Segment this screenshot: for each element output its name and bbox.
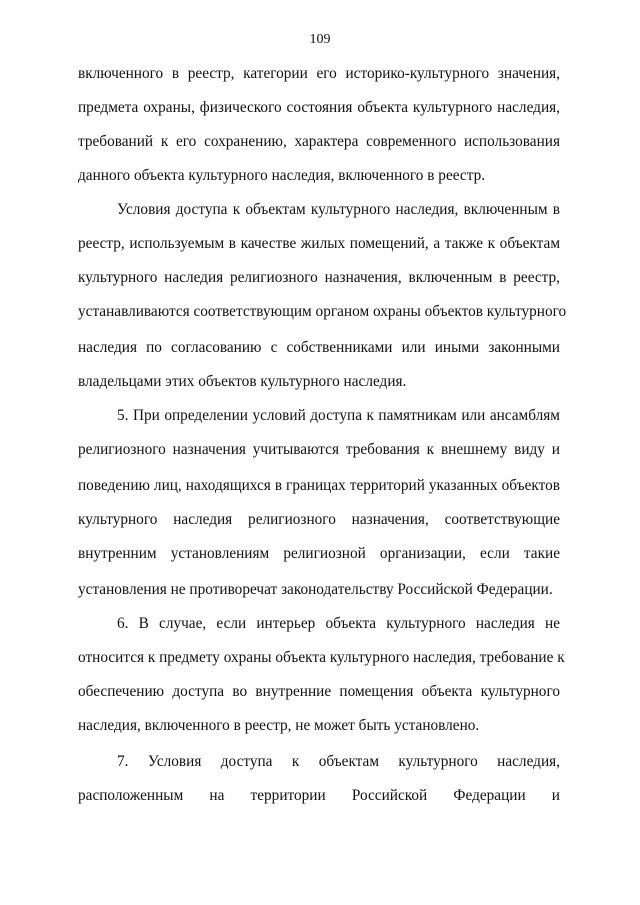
text-line: требований к его сохранению, характера современного использования xyxy=(78,133,560,150)
text-line: Условия доступа к объектам культурного наследия, включенным в xyxy=(117,201,560,218)
text-line: религиозного назначения учитываются требования к внешнему виду и xyxy=(78,441,560,458)
text-line: 5. При определении условий доступа к памятникам или ансамблям xyxy=(117,407,560,424)
text-line: владельцами этих объектов культурного наследия. xyxy=(78,373,407,390)
text-line: наследия по согласованию с собственниками или иными законными xyxy=(78,339,560,356)
page-number: 109 xyxy=(309,32,331,47)
text-line: 7. Условия доступа к объектам культурного наследия, xyxy=(117,753,560,770)
text-line: устанавливаются соответствующим органом охраны объектов культурного xyxy=(78,303,567,320)
text-line: включенного в реестр, категории его историко-культурного значения, xyxy=(78,65,560,82)
text-line: реестр, используемым в качестве жилых помещений, а также к объектам xyxy=(78,235,560,252)
text-line: 6. В случае, если интерьер объекта культурного наследия не xyxy=(117,615,560,632)
text-line: обеспечению доступа во внутренние помещения объекта культурного xyxy=(78,683,560,700)
text-line: культурного наследия религиозного назначения, соответствующие xyxy=(78,511,560,528)
text-line: поведению лиц, находящихся в границах территорий указанных объектов xyxy=(78,477,560,494)
text-line: культурного наследия религиозного назначения, включенным в реестр, xyxy=(78,269,560,286)
text-line: наследия, включенного в реестр, не может быть установлено. xyxy=(78,717,480,734)
text-line: расположенным на территории Российской Федерации и xyxy=(78,787,560,804)
text-line: предмета охраны, физического состояния объекта культурного наследия, xyxy=(78,99,560,116)
text-line: относится к предмету охраны объекта культурного наследия, требование к xyxy=(78,649,565,666)
text-line: данного объекта культурного наследия, включенного в реестр. xyxy=(78,167,486,184)
text-line: установления не противоречат законодательству Российской Федерации. xyxy=(78,581,553,598)
text-line: внутренним установлениям религиозной организации, если такие xyxy=(78,545,560,562)
